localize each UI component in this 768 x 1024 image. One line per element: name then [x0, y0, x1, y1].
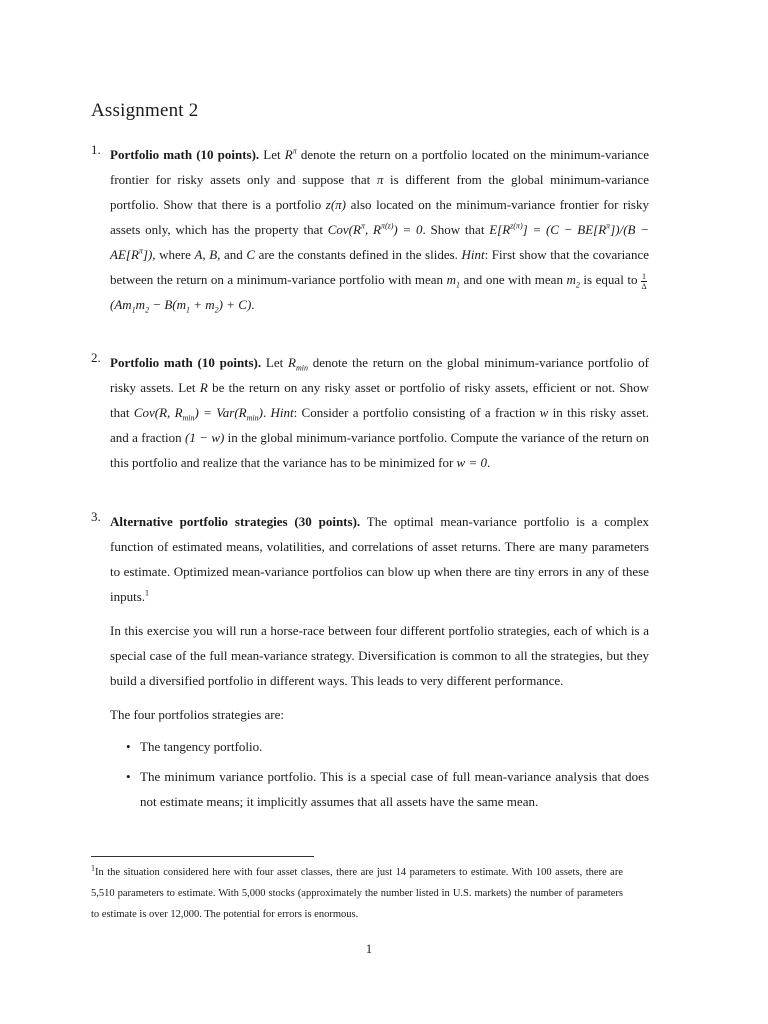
question-2-text [110, 350, 649, 475]
question-number: 1. [91, 142, 101, 157]
math-expression: w = 0 [456, 455, 487, 470]
footnote [91, 862, 623, 925]
question-3-text [110, 509, 649, 609]
math-expression: $Cov(R^\pi$, $R^{\pi(z)}) = 0$ [327, 221, 423, 237]
footnote-divider [91, 856, 314, 857]
bullet-icon: • [126, 769, 131, 784]
question-2-heading: Portfolio math (10 points). [110, 355, 262, 370]
math-expression: A [194, 247, 203, 262]
math-expression: π [376, 172, 384, 187]
list-item [110, 734, 649, 759]
question-3 [91, 509, 649, 814]
question-3-body: The optimal mean-variance portfolio is a complex function of estimated means, volatilities, and correlations of asset returns. There are many parameters to estimate. Optimized mean-variance portfolios can blow up when there are tiny errors in any of these inputs.$^1$ [110, 514, 649, 604]
assignment-title: Assignment 2 [91, 100, 199, 121]
math-expression: z(π) [325, 197, 347, 212]
question-2 [91, 350, 649, 475]
math-expression: (1 − w) [185, 430, 225, 445]
fraction: $\frac{1}{\Delta}$ [641, 271, 647, 291]
hint-label: Hint [270, 405, 294, 420]
math-expression: w [539, 405, 549, 420]
question-number: 3. [91, 509, 101, 524]
math-expression: $E[R^{z(\pi)}] = (C - BE[R^\pi])/(B - AE[R^\pi])$ [110, 221, 649, 262]
math-expression: $R^\pi$ [284, 146, 297, 162]
footnote-text: In the situation considered here with four asset classes, there are just 14 parameters to estimate. With 100 assets, there are 5,510 parameters to estimate. With 5,000 stocks (approximately the number listed in U.S. markets) the number of parameters to estimate is over 12,000. The potential for errors is enormous. [91, 867, 623, 920]
page-number: 1 [365, 942, 373, 956]
question-1-text [110, 142, 649, 317]
list-item [110, 764, 649, 814]
footnote-mark: 1 [91, 863, 95, 873]
list-item-text: The tangency portfolio. [140, 739, 263, 754]
math-expression: $R_{min}$ [288, 355, 308, 373]
math-expression: $(Am_1m_2 - B(m_1 + m_2) + C)$ [110, 297, 252, 315]
question-1-heading: Portfolio math (10 points). [110, 147, 260, 162]
hint-label: Hint [461, 247, 485, 262]
math-expression: $m_1$ [446, 272, 460, 290]
math-expression: C [246, 247, 255, 262]
list-item-text: The minimum variance portfolio. This is a special case of full mean-variance analysis that does not estimate means; it implicitly assumes that all assets have the same mean. [140, 769, 649, 809]
math-expression: B [209, 247, 218, 262]
question-3-heading: Alternative portfolio strategies (30 points). [110, 514, 361, 529]
paragraph: In this exercise you will run a horse-race between four different portfolio strategies, each of which is a special case of the full mean-variance strategy. Diversification is common to all the strategies, but they build a diversified portfolio in different ways. This leads to very different performance. [110, 623, 649, 688]
bullet-icon: • [126, 739, 131, 754]
math-expression: Cov(R, $R_{min}) = Var(R_{min})$ [133, 405, 263, 423]
question-2-body: Let $R_{min}$ denote the return on the global minimum-variance portfolio of risky assets. Let R be the return on any risky asset or portfolio of risky assets, efficient or not. Show that Cov(R, $R_{min}) = Var(R_{min})$. Hint: Consider a portfolio consisting of a fraction w in this risky asset. and a fraction (1 − w) in the global minimum-variance portfolio. Compute the variance of the return on this portfolio and realize that the variance has to be minimized for w = 0. [110, 355, 650, 470]
question-1 [91, 142, 649, 317]
paragraph: The four portfolios strategies are: [110, 707, 284, 722]
question-1-body: Let $R^\pi$ denote the return on a portfolio located on the minimum-variance frontier for risky assets only and suppose that π is different from the global minimum-variance portfolio. Show that there is a portfolio z(π) also located on the minimum-variance frontier for risky assets only, which has the property that $Cov(R^\pi$, $R^{\pi(z)}) = 0$. Show that $E[R^{z(\pi)}] = (C - BE[R^\pi])/(B - AE[R^\pi])$, where A, B, and C are the constants defined in the slides. Hint: First show that the covariance between the return on a minimum-variance portfolio with mean $m_1$ and one with mean $m_2$ is equal to $\frac{1}{\Delta}$ $(Am_1m_2 - B(m_1 + m_2) + C)$. [110, 146, 649, 315]
strategy-list [110, 734, 649, 814]
footnote-reference: 1 [145, 588, 150, 598]
math-expression: R [199, 380, 208, 395]
math-expression: $m_2$ [566, 272, 580, 290]
question-number: 2. [91, 350, 101, 365]
